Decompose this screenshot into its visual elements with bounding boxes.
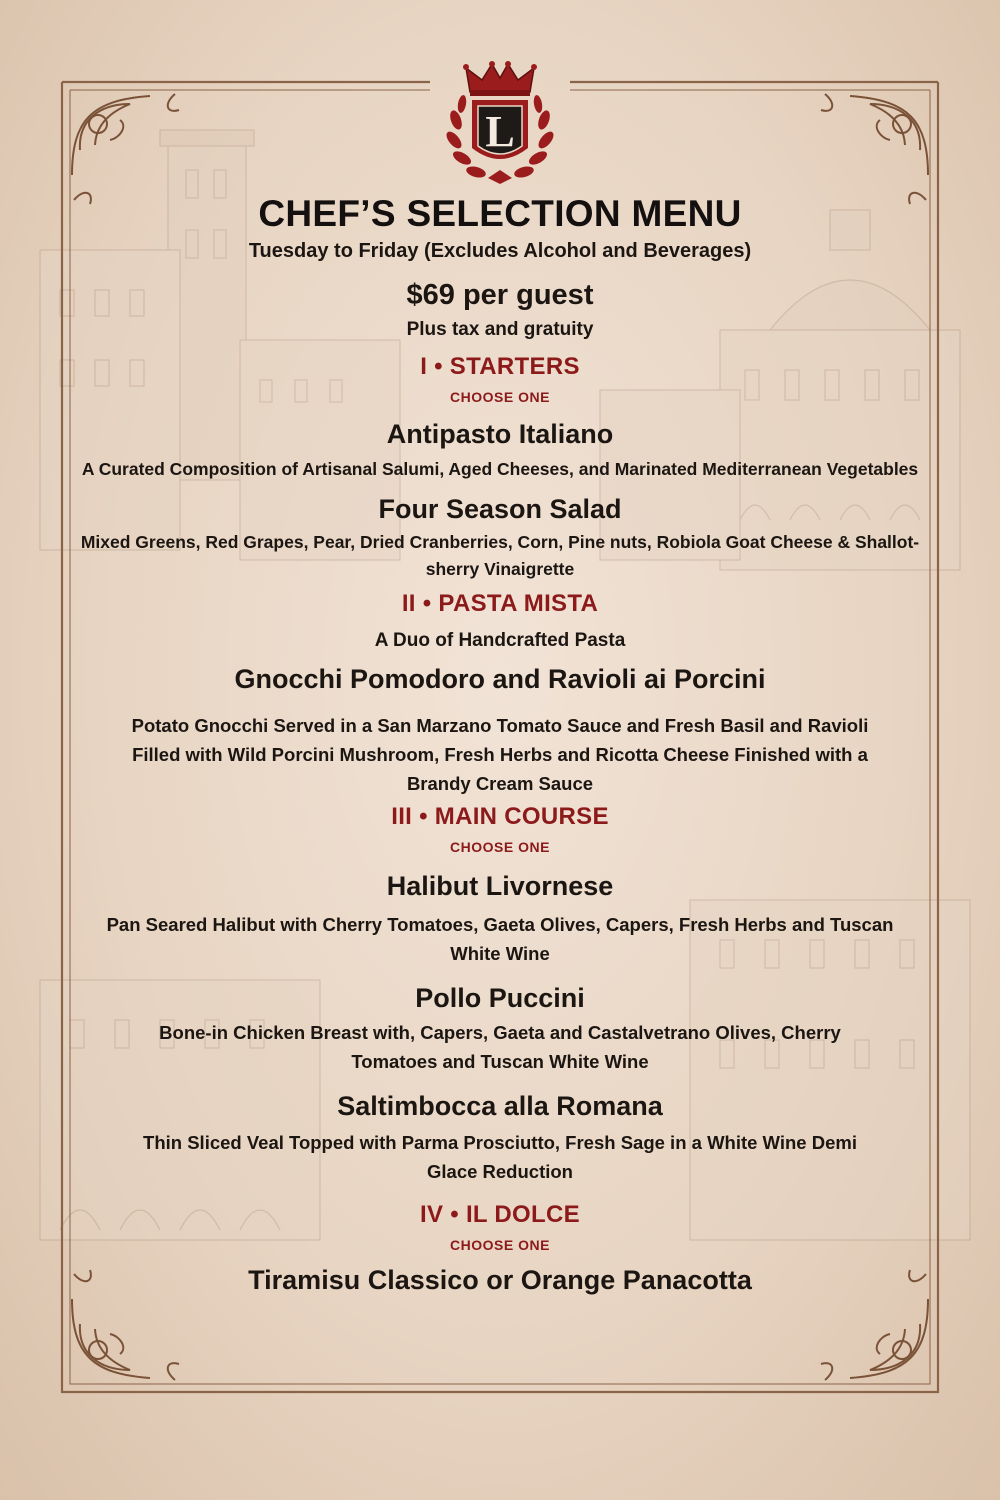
menu-price: $69 per guest [406,279,594,311]
dish-description: Bone-in Chicken Breast with, Capers, Gaeta and Castalvetrano Olives, Cherry Tomatoes and Tuscan White Wine [159,1022,841,1072]
dish-name: Saltimbocca alla Romana [337,1091,663,1121]
menu-title: CHEF’S SELECTION MENU [258,193,742,234]
choose-one-label: CHOOSE ONE [450,389,550,405]
dish-description: A Curated Composition of Artisanal Salumi, Aged Cheeses, and Marinated Mediterranean Vegetables [81,459,919,479]
crown-icon [463,61,537,96]
menu-subtitle: Tuesday to Friday (Excludes Alcohol and Beverages) [248,240,752,262]
dish-name: Pollo Puccini [415,983,585,1013]
choose-one-label: CHOOSE ONE [450,1237,550,1253]
dish-description: Potato Gnocchi Served in a San Marzano Tomato Sauce and Fresh Basil and Ravioli Filled with Wild Porcini Mushroom, Fresh Herbs and Ricotta Cheese Finished with a Brandy Cream Sauce [131,715,869,794]
menu-content [80,60,920,1296]
choose-one-label: CHOOSE ONE [450,839,550,855]
dish-name: Antipasto Italiano [386,419,614,449]
crest-letter: L [485,107,515,156]
section-heading-dolce: IV • IL DOLCE [420,1201,580,1228]
dish-description: Thin Sliced Veal Topped with Parma Prosciutto, Fresh Sage in a White Wine Demi Glace Reduction [143,1132,857,1182]
crest-logo [440,60,560,186]
price-note: Plus tax and gratuity [406,319,594,340]
section-heading-starters: I • STARTERS [420,353,580,380]
section-heading-main: III • MAIN COURSE [391,803,609,830]
dish-name: Halibut Livornese [386,871,614,901]
dish-name: Gnocchi Pomodoro and Ravioli ai Porcini [234,664,766,694]
dish-description: Mixed Greens, Red Grapes, Pear, Dried Cranberries, Corn, Pine nuts, Robiola Goat Cheese & Shallot-sherry Vinaigrette [80,532,920,579]
section-heading-pasta: II • PASTA MISTA [401,590,599,617]
pasta-intro: A Duo of Handcrafted Pasta [374,630,626,651]
dish-name: Four Season Salad [378,494,622,524]
dish-description: Pan Seared Halibut with Cherry Tomatoes, Gaeta Olives, Capers, Fresh Herbs and Tuscan White Wine [106,914,894,964]
dish-name: Tiramisu Classico or Orange Panacotta [248,1265,752,1295]
